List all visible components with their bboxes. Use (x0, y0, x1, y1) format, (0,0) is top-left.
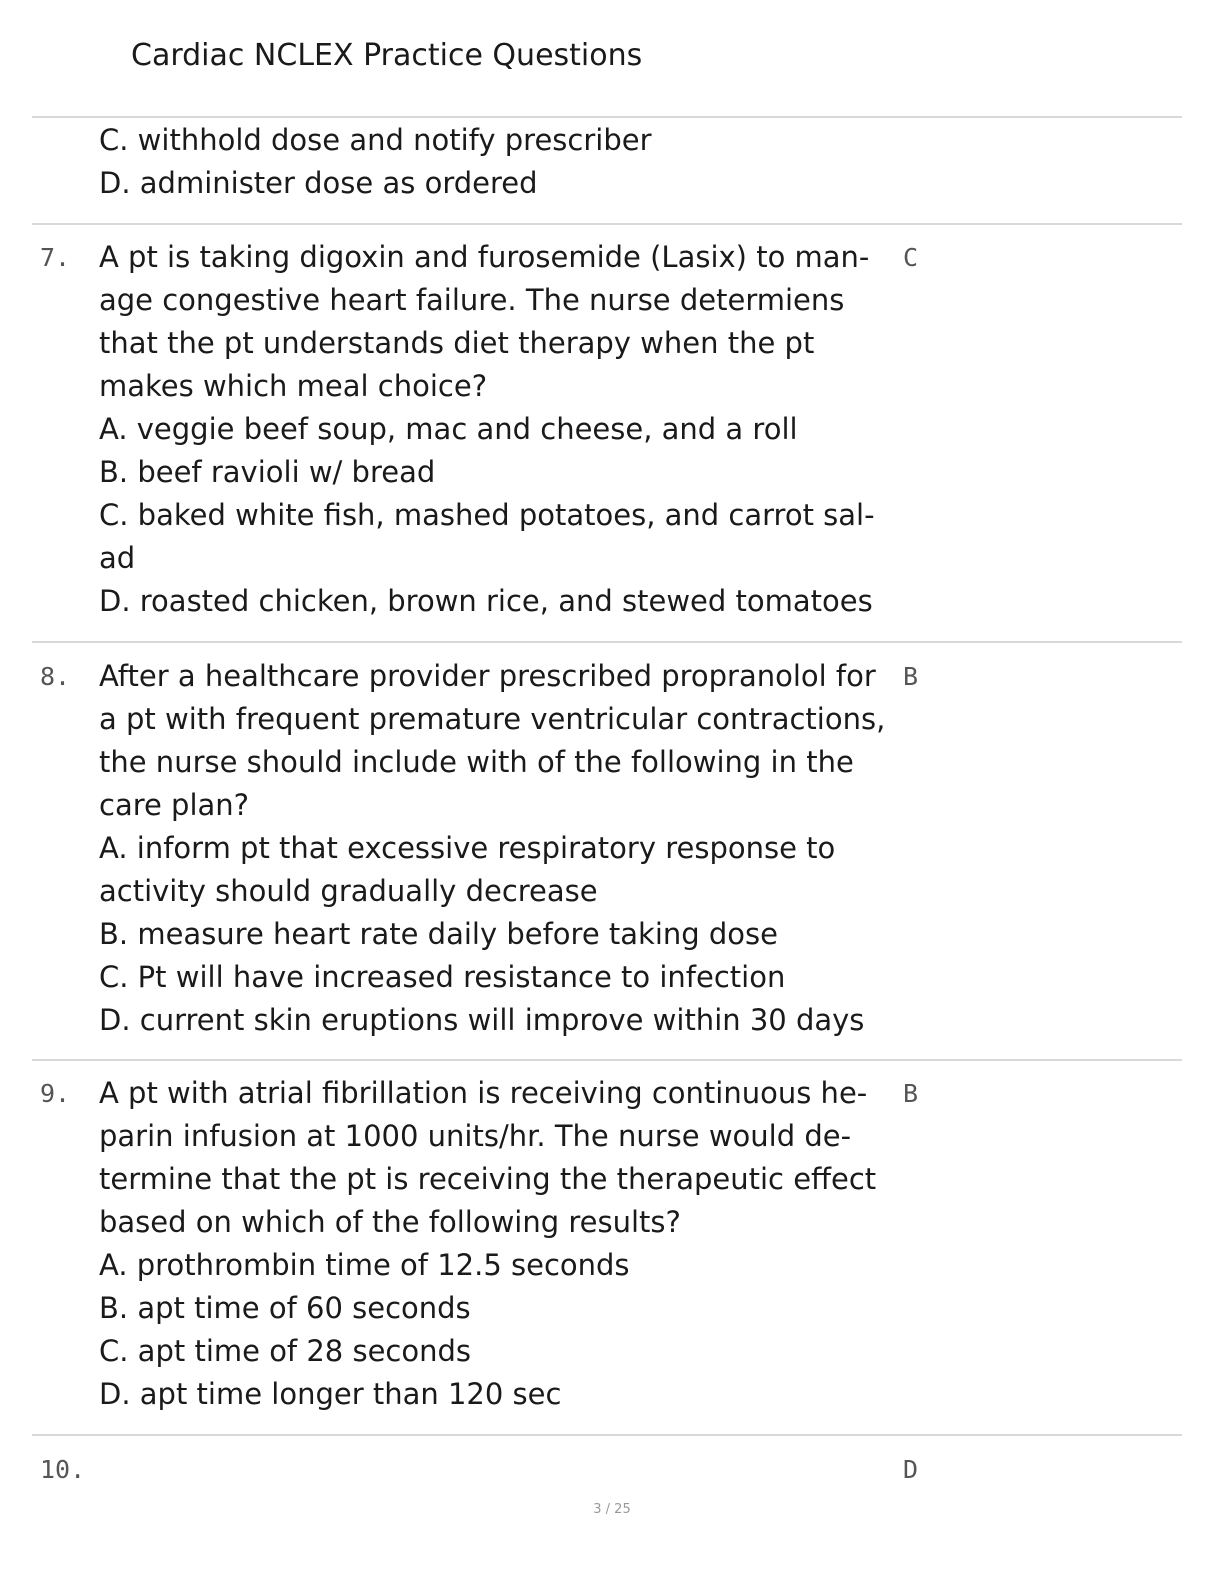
text-line: the nurse should include with of the following in the (99, 745, 854, 779)
text-line: A pt is taking digoxin and furosemide (Lasix) to man- (99, 240, 870, 274)
text-line: parin infusion at 1000 units/hr. The nurse would de- (99, 1119, 852, 1153)
question-text (99, 1072, 899, 1416)
option-line: D. administer dose as ordered (99, 166, 538, 200)
divider (32, 1059, 1182, 1061)
option-line: D. current skin eruptions will improve within 30 days (99, 1003, 865, 1037)
text-line: a pt with frequent premature ventricular contractions, (99, 702, 886, 736)
question-number: 7. (40, 243, 71, 272)
page-title: Cardiac NCLEX Practice Questions (131, 38, 643, 73)
question-number: 9. (40, 1079, 71, 1108)
option-line: A. inform pt that excessive respiratory response to (99, 831, 836, 865)
text-line: care plan? (99, 788, 250, 822)
divider (32, 641, 1182, 643)
option-line: ad (99, 541, 136, 575)
option-line: A. prothrombin time of 12.5 seconds (99, 1248, 630, 1282)
answer-key: D (903, 1455, 919, 1484)
text-line: that the pt understands diet therapy when the pt (99, 326, 815, 360)
question-number: 10. (40, 1455, 86, 1484)
option-line: A. veggie beef soup, mac and cheese, and a roll (99, 412, 798, 446)
option-line: activity should gradually decrease (99, 874, 598, 908)
option-line: D. apt time longer than 120 sec (99, 1377, 562, 1411)
text-line: termine that the pt is receiving the therapeutic effect (99, 1162, 877, 1196)
option-line: C. Pt will have increased resistance to infection (99, 960, 786, 994)
text-line: A pt with atrial fibrillation is receiving continuous he- (99, 1076, 868, 1110)
answer-key: B (903, 1079, 919, 1108)
option-line: B. measure heart rate daily before taking dose (99, 917, 778, 951)
option-line: B. beef ravioli w/ bread (99, 455, 436, 489)
divider (32, 223, 1182, 225)
text-line: age congestive heart failure. The nurse determiens (99, 283, 845, 317)
page-indicator: 3 / 25 (593, 1502, 631, 1517)
option-line: C. apt time of 28 seconds (99, 1334, 472, 1368)
answer-key: C (903, 243, 919, 272)
answer-key: B (903, 662, 919, 691)
option-line: B. apt time of 60 seconds (99, 1291, 471, 1325)
divider (32, 116, 1182, 118)
option-line: D. roasted chicken, brown rice, and stewed tomatoes (99, 584, 873, 618)
question-text (99, 236, 899, 623)
question-number: 8. (40, 662, 71, 691)
text-line: based on which of the following results? (99, 1205, 681, 1239)
option-line: C. baked white fish, mashed potatoes, and carrot sal- (99, 498, 875, 532)
option-line: C. withhold dose and notify prescriber (99, 123, 652, 157)
question-text (99, 655, 899, 1042)
divider (32, 1434, 1182, 1436)
text-line: After a healthcare provider prescribed propranolol for (99, 659, 876, 693)
text-line: makes which meal choice? (99, 369, 488, 403)
continued-options (99, 119, 899, 205)
